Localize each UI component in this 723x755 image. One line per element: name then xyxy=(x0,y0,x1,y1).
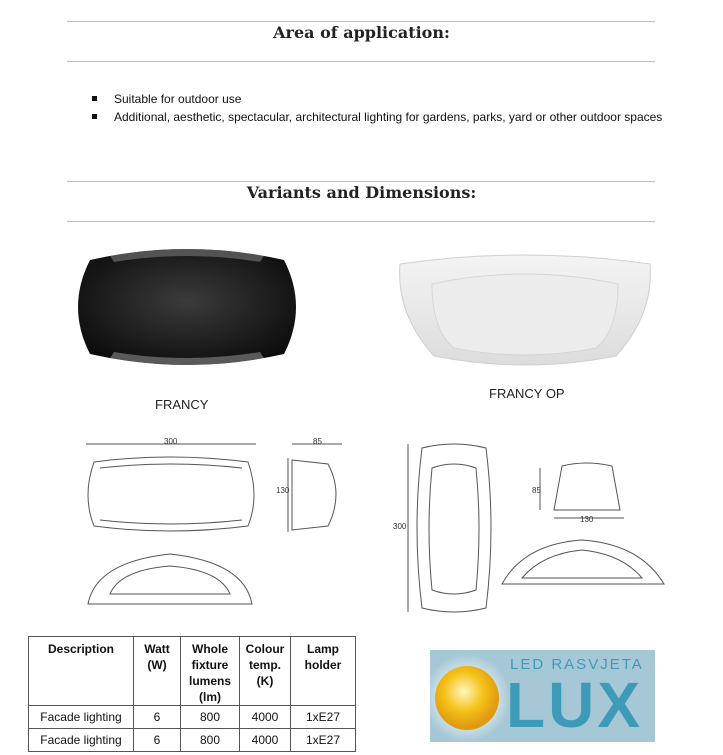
header-lamp-holder: Lamp holder xyxy=(291,637,356,706)
bullet-icon xyxy=(92,114,97,119)
dimension-length-label: 300 xyxy=(393,522,407,531)
cell-lamp-holder: 1xE27 xyxy=(291,729,356,752)
dimension-depth-label: 85 xyxy=(313,437,322,446)
cell-colour-temp: 4000 xyxy=(240,706,291,729)
cell-colour-temp: 4000 xyxy=(240,729,291,752)
cell-lamp-holder: 1xE27 xyxy=(291,706,356,729)
divider xyxy=(67,181,655,182)
header-description: Description xyxy=(29,637,134,706)
cell-watt: 6 xyxy=(134,706,181,729)
dimension-width-label: 130 xyxy=(580,515,594,524)
header-lumens: Whole fixture lumens (lm) xyxy=(181,637,240,706)
table-row xyxy=(29,706,356,729)
francy-op-white-lamp-image xyxy=(396,244,654,372)
specification-table xyxy=(28,636,356,752)
cell-description: Facade lighting xyxy=(29,729,134,752)
bullet-icon xyxy=(92,96,97,101)
divider xyxy=(67,61,655,62)
francy-op-caption: FRANCY OP xyxy=(489,386,565,401)
application-bullet-list xyxy=(92,90,667,126)
header-colour-temp: Colour temp. (K) xyxy=(240,637,291,706)
header-watt: Watt (W) xyxy=(134,637,181,706)
table-row xyxy=(29,729,356,752)
variants-and-dimensions-heading: Variants and Dimensions: xyxy=(246,183,477,202)
cell-description: Facade lighting xyxy=(29,706,134,729)
bullet-item: Additional, aesthetic, spectacular, architectural lighting for gardens, parks, yard or other outdoor spaces xyxy=(92,108,667,126)
logo-brand: LUX xyxy=(506,669,643,741)
francy-op-dimension-drawing xyxy=(396,438,686,618)
francy-black-lamp-image xyxy=(70,242,304,372)
table-header-row xyxy=(29,637,356,706)
area-of-application-heading: Area of application: xyxy=(273,23,450,42)
bullet-item: Suitable for outdoor use xyxy=(92,90,667,108)
divider xyxy=(67,221,655,222)
cell-lumens: 800 xyxy=(181,729,240,752)
dimension-width-label: 300 xyxy=(164,437,178,446)
francy-dimension-drawing xyxy=(80,434,350,614)
divider xyxy=(67,21,655,22)
cell-watt: 6 xyxy=(134,729,181,752)
francy-caption: FRANCY xyxy=(155,397,209,412)
logo-tagline: LED RASVJETA xyxy=(510,656,644,673)
cell-lumens: 800 xyxy=(181,706,240,729)
dimension-height-label: 130 xyxy=(276,486,290,495)
led-rasvjeta-lux-logo xyxy=(430,650,655,742)
dimension-height-label: 85 xyxy=(532,486,541,495)
